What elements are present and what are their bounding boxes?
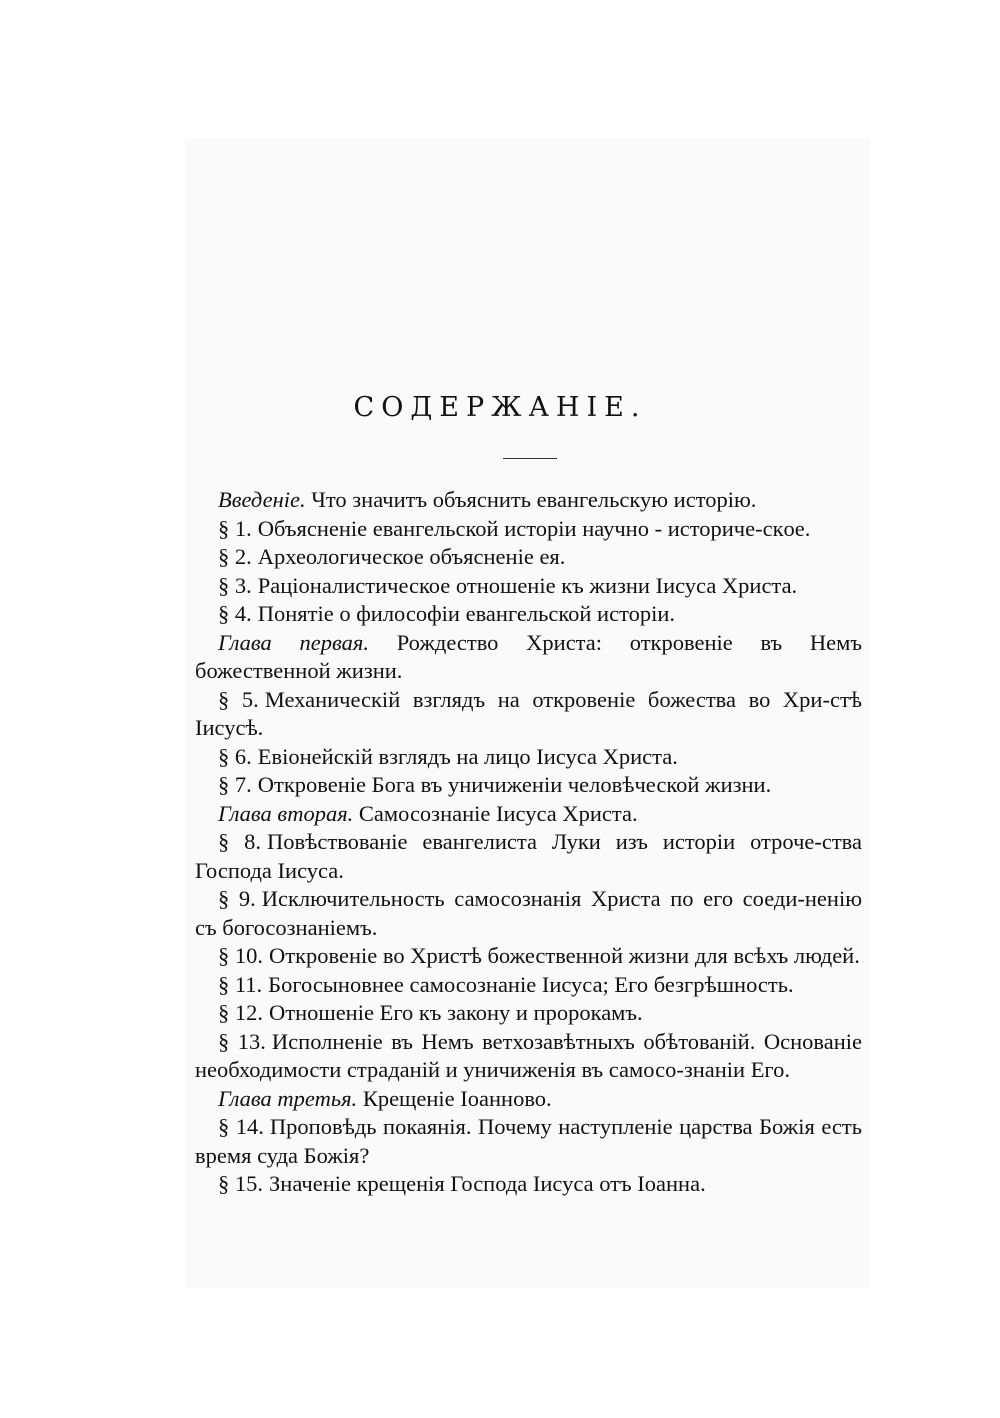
page-title: СОДЕРЖАНIЕ. bbox=[353, 392, 647, 423]
toc-entry-number: § 10. bbox=[218, 943, 263, 968]
toc-entry-chapter-3 bbox=[195, 1085, 862, 1114]
toc-entry-number: § 3. bbox=[218, 572, 252, 598]
toc-entry-text: Археологическое объясненiе ея. bbox=[257, 544, 566, 569]
table-of-contents bbox=[195, 486, 862, 1199]
toc-entry-number: § 12. bbox=[218, 1000, 263, 1025]
toc-entry-section-9 bbox=[195, 885, 862, 942]
toc-entry-number: § 1. bbox=[218, 515, 252, 541]
toc-entry-number: § 14. bbox=[218, 1114, 264, 1139]
toc-entry-text: Рацiоналистическое отношенiе къ жизни Iисуса Христа. bbox=[257, 572, 798, 598]
toc-entry-number: § 15. bbox=[218, 1171, 263, 1196]
toc-entry-text: Богосыновнее самосознанiе Iисуса; Его безгрѣшность. bbox=[268, 971, 794, 997]
toc-entry-section-4 bbox=[195, 600, 862, 629]
toc-entry-number: § 4. bbox=[218, 601, 252, 626]
toc-entry-label: Глава первая. bbox=[218, 629, 369, 655]
toc-entry-text: Исполненiе въ Немъ ветхозавѣтныхъ обѣтованiй. Основанiе необходимости страданiй и уничиженiя въ самосо-знанiи Его. bbox=[195, 1028, 862, 1082]
toc-entry-section-10 bbox=[195, 942, 862, 971]
toc-entry-number: § 7. bbox=[218, 772, 252, 797]
toc-entry-section-14 bbox=[195, 1113, 862, 1170]
toc-entry-label: Глава вторая. bbox=[218, 800, 354, 826]
toc-entry-section-11 bbox=[195, 971, 862, 1000]
toc-entry-number: § 11. bbox=[218, 971, 263, 997]
toc-entry-section-6 bbox=[195, 743, 862, 772]
toc-entry-text: Проповѣдь покаянiя. Почему наступленiе царства Божiя есть время суда Божiя? bbox=[195, 1114, 862, 1168]
toc-entry-section-5 bbox=[195, 686, 862, 743]
toc-entry-text: Повѣствованiе евангелиста Луки изъ исторiи отроче-ства Господа Iисуса. bbox=[195, 829, 862, 883]
toc-entry-label: Введенiе. bbox=[218, 487, 306, 512]
toc-entry-text: Значенiе крещенiя Господа Iисуса отъ Iоанна. bbox=[269, 1171, 706, 1196]
toc-entry-chapter-1 bbox=[195, 629, 862, 686]
toc-entry-text: Евiонейскiй взглядъ на лицо Iисуса Христа. bbox=[257, 743, 678, 769]
toc-entry-text: Объясненiе евангельской исторiи научно - историче-скoe. bbox=[257, 515, 811, 541]
toc-entry-chapter-2 bbox=[195, 800, 862, 829]
toc-entry-section-12 bbox=[195, 999, 862, 1028]
toc-entry-section-2 bbox=[195, 543, 862, 572]
toc-entry-text: Крещенiе Iоанново. bbox=[362, 1085, 552, 1111]
toc-entry-text: Понятiе о философiи евангельской исторiи. bbox=[257, 601, 676, 626]
title-divider bbox=[503, 458, 557, 459]
toc-entry-text: Что значитъ объяснить евангельскую исторію. bbox=[311, 487, 757, 512]
toc-entry-section-13 bbox=[195, 1028, 862, 1085]
toc-entry-number: § 9. bbox=[218, 886, 256, 911]
toc-entry-number: § 8. bbox=[218, 829, 262, 854]
toc-entry-text: Отношенiе Его къ закону и пророкамъ. bbox=[269, 1000, 643, 1025]
toc-entry-text: Рождество Христа: откровенiе въ Немъ божественной жизни. bbox=[195, 629, 863, 683]
toc-entry-number: § 5. bbox=[218, 686, 259, 712]
toc-entry-label: Глава третья. bbox=[218, 1085, 358, 1111]
toc-entry-text: Откровенiе во Христѣ божественной жизни для всѣхъ людей. bbox=[269, 943, 860, 968]
toc-entry-number: § 13. bbox=[218, 1028, 266, 1054]
toc-entry-section-15 bbox=[195, 1170, 862, 1199]
toc-entry-section-7 bbox=[195, 771, 862, 800]
toc-entry-text: Исключительность самосознанiя Христа по его соеди-ненiю съ богосознанiемъ. bbox=[195, 886, 862, 940]
toc-entry-section-1 bbox=[195, 515, 862, 544]
toc-entry-section-3 bbox=[195, 572, 862, 601]
toc-entry-text: Откровенiе Бога въ уничиженiи человѣческой жизни. bbox=[257, 772, 772, 797]
toc-entry-introduction bbox=[195, 486, 862, 515]
toc-entry-number: § 6. bbox=[218, 743, 252, 769]
toc-entry-section-8 bbox=[195, 828, 862, 885]
toc-entry-text: Самосознанiе Iисуса Христа. bbox=[358, 800, 638, 826]
toc-entry-number: § 2. bbox=[218, 544, 252, 569]
toc-entry-text: Механическiй взглядъ на откровенiе божества во Хри-стѣ Iисусѣ. bbox=[195, 686, 862, 740]
